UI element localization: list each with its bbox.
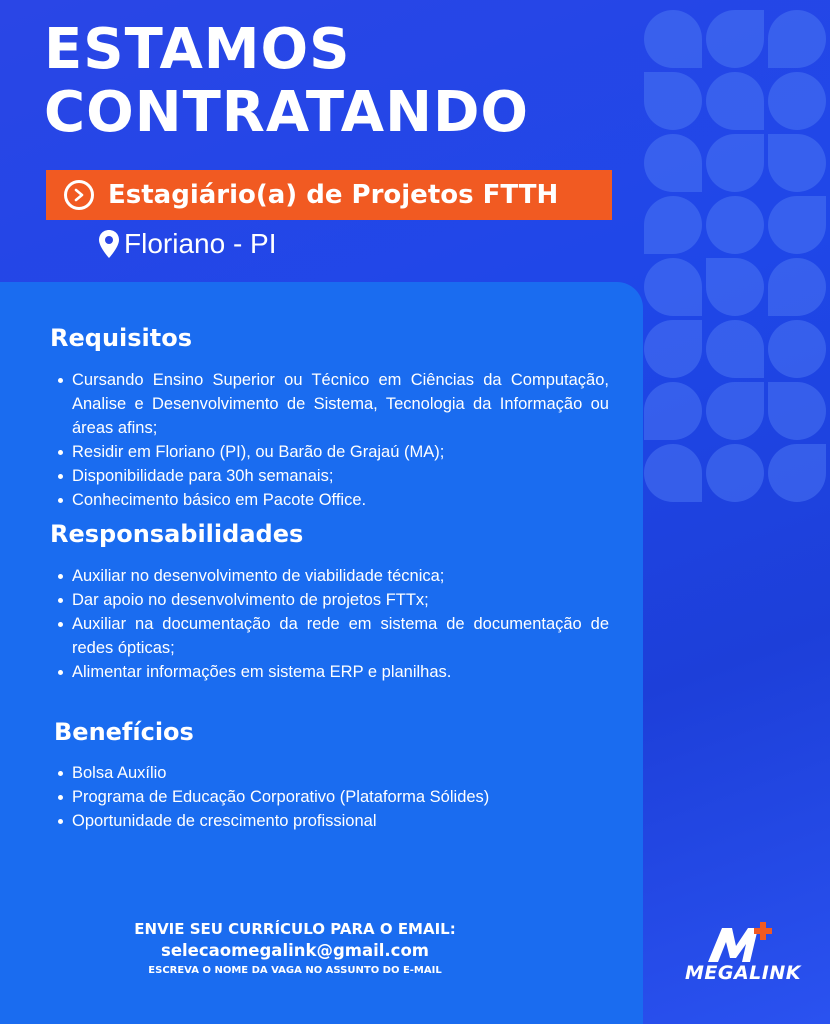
- job-location: [98, 228, 277, 260]
- headline-line-2: CONTRATANDO: [44, 80, 530, 145]
- benefits-title: Benefícios: [54, 718, 194, 746]
- cta-note: ESCREVA O NOME DA VAGA NO ASSUNTO DO E-MAIL: [148, 965, 442, 976]
- brand-logo: [668, 918, 818, 988]
- headline-line-1: ESTAMOS: [44, 17, 351, 82]
- contact-email[interactable]: selecaomegalink@gmail.com: [161, 941, 429, 960]
- list-item: Oportunidade de crescimento profissional: [52, 809, 609, 833]
- list-item: Auxiliar na documentação da rede em sistema de documentação de redes ópticas;: [52, 612, 609, 660]
- list-item: Disponibilidade para 30h semanais;: [52, 464, 609, 488]
- benefits-list: [52, 761, 609, 833]
- list-item: Bolsa Auxílio: [52, 761, 609, 785]
- decorative-tile-pattern: [642, 0, 830, 520]
- list-item: Dar apoio no desenvolvimento de projetos FTTx;: [52, 588, 609, 612]
- map-pin-icon: [98, 229, 120, 259]
- megalink-logo-icon: [706, 918, 776, 964]
- responsibilities-title: Responsabilidades: [50, 520, 304, 548]
- requirements-title: Requisitos: [50, 324, 193, 352]
- location-city: Floriano - PI: [124, 228, 277, 259]
- requirements-list: [52, 368, 609, 512]
- list-item: Conhecimento básico em Pacote Office.: [52, 488, 609, 512]
- list-item: Alimentar informações em sistema ERP e planilhas.: [52, 660, 609, 684]
- job-title-banner: [46, 170, 612, 220]
- brand-name: MEGALINK: [685, 962, 801, 984]
- cta-heading: ENVIE SEU CURRÍCULO PARA O EMAIL:: [134, 920, 456, 938]
- job-title: Estagiário(a) de Projetos FTTH: [108, 180, 559, 210]
- list-item: Programa de Educação Corporativo (Plataforma Sólides): [52, 785, 609, 809]
- responsibilities-list: [52, 564, 609, 684]
- application-instructions: [90, 918, 500, 980]
- list-item: Residir em Floriano (PI), ou Barão de Grajaú (MA);: [52, 440, 609, 464]
- list-item: Auxiliar no desenvolvimento de viabilidade técnica;: [52, 564, 609, 588]
- list-item: Cursando Ensino Superior ou Técnico em Ciências da Computação, Analise e Desenvolvimento de Sistema, Tecnologia da Informação ou áreas afins;: [52, 368, 609, 440]
- chevron-right-circle-icon: [64, 180, 94, 210]
- headline: [44, 18, 529, 144]
